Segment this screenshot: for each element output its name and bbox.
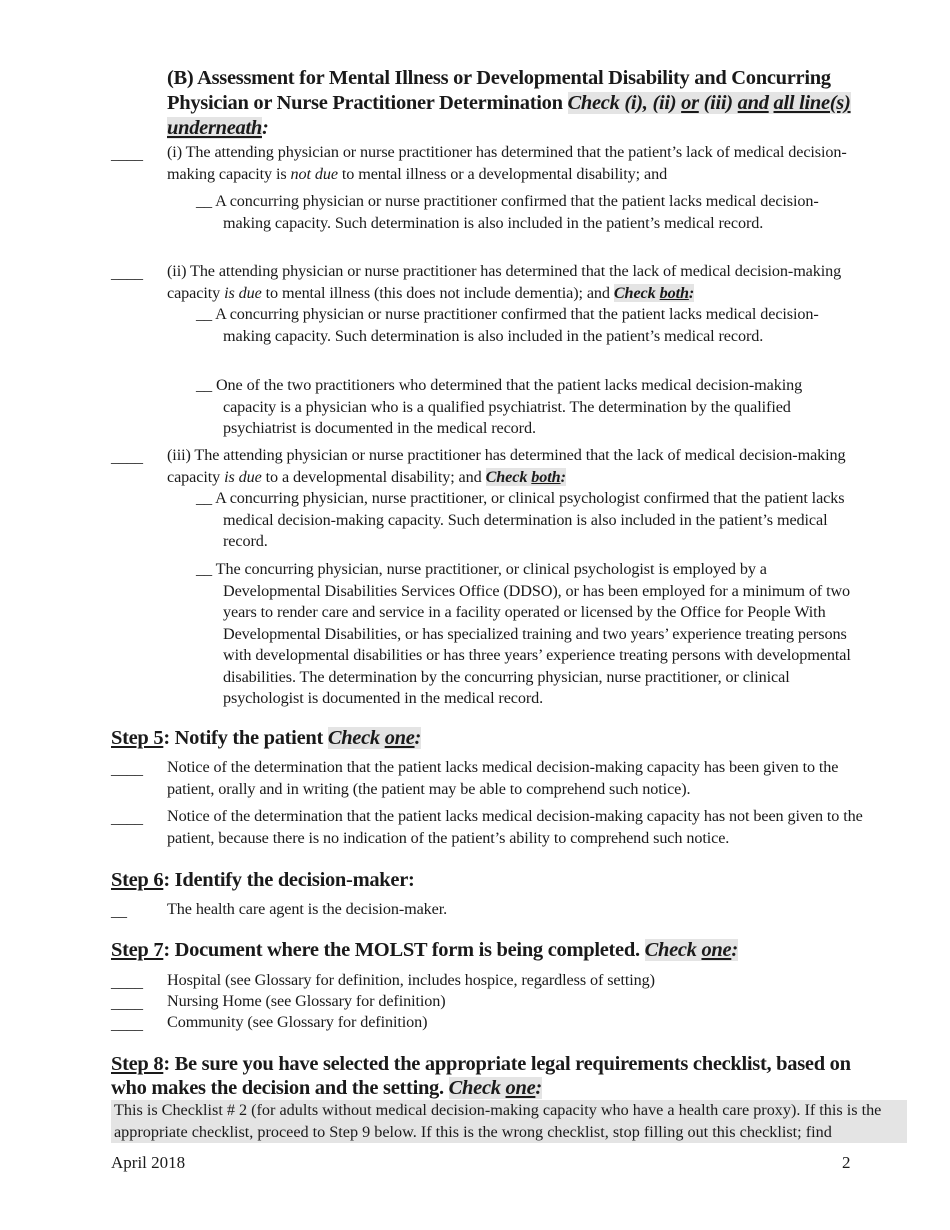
step7-nursing-home-checkbox[interactable]: ____ bbox=[111, 995, 143, 1012]
option-i-text-a: (i) The attending physician or nurse practitioner has determined that the patient’s lack of medical decision-making capacity is bbox=[167, 143, 847, 183]
option-iii-sub2 bbox=[196, 559, 856, 710]
step5-title: : Notify the patient bbox=[163, 727, 328, 749]
option-ii-sub2 bbox=[196, 375, 856, 440]
check-underneath: underneath bbox=[167, 117, 262, 139]
step6-label: Step 6 bbox=[111, 869, 164, 891]
option-i-sub1-text: A concurring physician or nurse practitioner confirmed that the patient lacks medical decision-making capacity. Such determination is also included in the patient’s medical record. bbox=[215, 192, 819, 232]
step7-heading bbox=[111, 938, 871, 962]
option-iii-checkbox[interactable]: ____ bbox=[111, 449, 143, 466]
step7-community: Community (see Glossary for definition) bbox=[167, 1013, 428, 1031]
option-iii-sub1 bbox=[196, 488, 856, 553]
check-colon: : bbox=[731, 939, 738, 961]
check-both-word: both bbox=[531, 467, 561, 486]
option-iii-text-b: to a developmental disability; and bbox=[261, 467, 486, 486]
step6-heading bbox=[111, 868, 871, 892]
step8-title: : Be sure you have selected the appropriate legal requirements checklist, based on who makes the decision and the setting. bbox=[111, 1053, 851, 1099]
check-colon: : bbox=[688, 283, 695, 302]
step7-hospital: Hospital (see Glossary for definition, includes hospice, regardless of setting) bbox=[167, 971, 655, 989]
step5-check-one bbox=[328, 727, 421, 749]
step5-option1-checkbox[interactable]: ____ bbox=[111, 761, 143, 778]
step7-hospital-checkbox[interactable]: ____ bbox=[111, 974, 143, 991]
section-b-heading bbox=[167, 66, 857, 141]
step5-option2-checkbox[interactable]: ____ bbox=[111, 810, 143, 827]
option-i-not-due: not due bbox=[290, 164, 338, 183]
footer-date: April 2018 bbox=[111, 1153, 186, 1172]
option-ii-text-b: to mental illness (this does not include dementia); and bbox=[261, 283, 614, 302]
check-label: Check bbox=[485, 467, 532, 486]
option-i-text bbox=[167, 142, 857, 185]
option-iii-text bbox=[167, 445, 857, 488]
check-label: Check bbox=[327, 727, 385, 749]
footer-page-number: 2 bbox=[842, 1153, 851, 1172]
step5-option1: Notice of the determination that the patient lacks medical decision-making capacity has been given to the patient, orally and in writing (the patient may be able to comprehend such notice). bbox=[167, 758, 839, 798]
option-ii-is-due: is due bbox=[224, 283, 262, 302]
check-or: or bbox=[681, 92, 699, 114]
check-colon: : bbox=[414, 727, 422, 749]
check-label: Check bbox=[448, 1077, 506, 1099]
step7-check-one bbox=[645, 939, 738, 961]
option-ii-check-both bbox=[614, 284, 694, 302]
option-ii-sub2-checkbox[interactable]: __ bbox=[196, 376, 212, 394]
option-iii-sub2-checkbox[interactable]: __ bbox=[196, 560, 212, 578]
step8-check-one bbox=[449, 1077, 542, 1099]
option-ii-checkbox[interactable]: ____ bbox=[111, 265, 143, 282]
step6-option: The health care agent is the decision-maker. bbox=[167, 900, 448, 918]
step8-heading bbox=[111, 1052, 891, 1100]
option-i-checkbox[interactable]: ____ bbox=[111, 146, 143, 163]
option-iii-is-due: is due bbox=[224, 467, 262, 486]
option-ii-sub1 bbox=[196, 304, 856, 347]
check-one-word: one bbox=[701, 939, 732, 961]
step5-label: Step 5 bbox=[111, 727, 164, 749]
option-iii-sub1-text: A concurring physician, nurse practitioner, or clinical psychologist confirmed that the patient lacks medical decision-making capacity. Such determination is also included in the patient’s medical record. bbox=[215, 489, 845, 550]
check-one-word: one bbox=[505, 1077, 536, 1099]
option-ii-sub1-text: A concurring physician or nurse practitioner confirmed that the patient lacks medical decision-making capacity. Such determination is also included in the patient’s medical record. bbox=[215, 305, 819, 345]
step5-heading bbox=[111, 726, 871, 750]
step6-title: : Identify the decision-maker: bbox=[163, 869, 415, 891]
check-one-word: one bbox=[384, 727, 415, 749]
step8-label: Step 8 bbox=[111, 1053, 164, 1075]
check-label: Check bbox=[644, 939, 702, 961]
checklist-info-box: This is Checklist # 2 (for adults without medical decision-making capacity who have a health care proxy). If this is the appropriate checklist, proceed to Step 9 below. If this is the wrong checklist, stop filling out this checklist; find bbox=[111, 1100, 907, 1143]
step7-title: : Document where the MOLST form is being completed. bbox=[163, 939, 645, 961]
check-iii: (iii) bbox=[703, 92, 733, 114]
option-i-text-b: to mental illness or a developmental disability; and bbox=[337, 164, 668, 183]
step6-option-checkbox[interactable]: __ bbox=[111, 903, 127, 920]
step7-nursing-home: Nursing Home (see Glossary for definition) bbox=[167, 992, 446, 1010]
step7-community-checkbox[interactable]: ____ bbox=[111, 1016, 143, 1033]
option-iii-sub2-text: The concurring physician, nurse practitioner, or clinical psychologist is employed by a Developmental Disabilities Services Office (DDSO), or has been employed for a minimum of two years to render care and service in a facility operated or licensed by the Office for People With Developmental Disabilities, or has specialized training and two years’ experience treating persons with developmental disabilities or has three years’ experience treating persons with developmental disabilities. The determination by the concurring physician, nurse practitioner, or clinical psychologist is documented in the medical record. bbox=[215, 560, 851, 707]
option-ii-sub2-text: One of the two practitioners who determined that the patient lacks medical decision-making capacity is a physician who is a qualified psychiatrist. The determination by the qualified psychiatrist is documented in the medical record. bbox=[215, 376, 803, 437]
option-ii-text-a: (ii) The attending physician or nurse practitioner has determined that the lack of medical decision-making capacity bbox=[167, 262, 842, 302]
check-all-lines: all line(s) bbox=[773, 92, 851, 114]
heading-colon: : bbox=[261, 117, 269, 139]
check-i-ii: Check (i), (ii) bbox=[567, 92, 677, 114]
option-i-sub1 bbox=[196, 191, 856, 234]
option-iii-sub1-checkbox[interactable]: __ bbox=[196, 489, 212, 507]
step7-label: Step 7 bbox=[111, 939, 164, 961]
option-iii-check-both bbox=[486, 468, 566, 486]
check-label: Check bbox=[613, 283, 660, 302]
check-colon: : bbox=[560, 467, 566, 486]
section-b-title: (B) Assessment for Mental Illness or Developmental Disability and Concurring Physician or Nurse Practitioner Determination bbox=[167, 67, 831, 114]
check-colon: : bbox=[535, 1077, 542, 1099]
option-iii-text-a: (iii) The attending physician or nurse practitioner has determined that the lack of medical decision-making capacity bbox=[167, 446, 846, 486]
option-ii-text bbox=[167, 261, 857, 304]
option-i-sub1-checkbox[interactable]: __ bbox=[196, 192, 212, 210]
step5-option2: Notice of the determination that the patient lacks medical decision-making capacity has not been given to the patient, because there is no indication of the patient’s ability to comprehend such notice. bbox=[167, 807, 863, 847]
check-and: and bbox=[737, 92, 769, 114]
check-both-word: both bbox=[659, 283, 689, 302]
option-ii-sub1-checkbox[interactable]: __ bbox=[196, 305, 212, 323]
